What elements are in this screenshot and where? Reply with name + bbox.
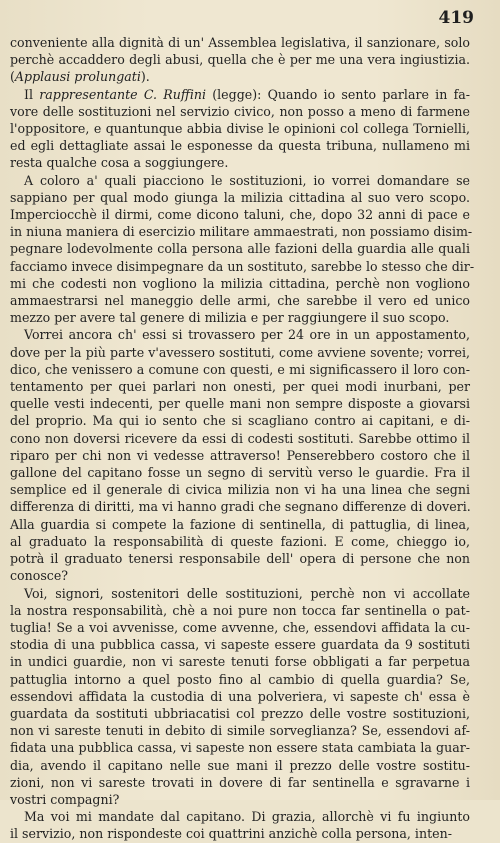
- text-line: resta qualche cosa a soggiungere.: [10, 155, 229, 171]
- text-line: conveniente alla dignità di un' Assemblea legislativa, il sanzionare, solo: [10, 35, 470, 50]
- body-text: [10, 34, 475, 843]
- text-line: mezzo per avere tal genere di milizia e per raggiungere il suo scopo.: [10, 310, 450, 326]
- text-line: differenza di diritti, ma vi hanno gradi che segnano differenze di doveri.: [10, 499, 471, 515]
- text-line: al graduato la responsabilità di queste fazioni. E come, chieggo io,: [10, 533, 470, 549]
- text-line: A coloro a' quali piacciono le sostituzioni, io vorrei domandare se: [24, 172, 470, 188]
- text-line: in undici guardie, non vi sareste tenuti forse obbligati a far perpetua: [10, 654, 470, 670]
- text-line: potrà il graduato tenersi responsabile dell' opera di persone che non: [10, 551, 470, 567]
- text-line: cono non doversi ricevere da essi di codesti sostituti. Sarebbe ottimo il: [10, 430, 470, 446]
- text-line: del proprio. Ma qui io sento che si scagliano contro ai capitani, e di-: [10, 413, 470, 429]
- text-line: Alla guardia si compete la fazione di sentinella, di pattuglia, di linea,: [10, 516, 470, 532]
- text-line: dia, avendo il capitano nelle sue mani il prezzo delle vostre sostitu-: [10, 757, 470, 773]
- paragraph: [10, 86, 470, 172]
- text-line: Ma voi mi mandate dal capitano. Di grazia, allorchè vi fu ingiunto: [24, 809, 470, 825]
- text-line: dico, che venissero a comune con questi, e mi significassero il loro con-: [10, 361, 470, 377]
- text-line: tuglia! Se a voi avvenisse, come avvenne, che, essendovi affidata la cu-: [10, 619, 470, 635]
- text-line: Imperciocchè il dirmi, come dicono taluni, che, dopo 32 anni di pace e: [10, 207, 470, 223]
- paragraph: [10, 172, 475, 327]
- text-line: pattuglia intorno a quel posto fino al cambio di quella guardia? Se,: [10, 671, 470, 687]
- paragraph: [10, 34, 470, 86]
- text-line: vore delle sostituzioni nel servizio civico, non posso a meno di farmene: [10, 103, 470, 119]
- text-line: non vi sareste tenuti in debito di simile sorveglianza? Se, essendovi af-: [10, 723, 470, 739]
- text-line: ammaestrarsi nel maneggio delle armi, che sarebbe il vero ed unico: [10, 293, 470, 309]
- text-line: mi che codesti non vogliono la milizia cittadina, perchè non vogliono: [10, 275, 470, 291]
- text-line: pegnare lodevolmente colla persona alle fazioni della guardia alle quali: [10, 241, 470, 257]
- text-line: l'oppositore, e quantunque abbia divise le opinioni col collega Tornielli,: [10, 121, 470, 137]
- text-line: essendovi affidata la custodia di una polveriera, vi sapeste ch' essa è: [10, 688, 470, 704]
- text-line: Vorrei ancora ch' essi si trovassero per 24 ore in un appostamento,: [24, 327, 470, 343]
- text-line: quelle vesti indecenti, per quelle mani non sempre disposte a giovarsi: [10, 396, 470, 412]
- text-line: dove per la più parte v'avessero sostituti, come avviene sovente; vorrei,: [10, 344, 470, 360]
- text-line: vostri compagni?: [10, 791, 120, 807]
- text-line: sappiano per qual modo giunga la milizia cittadina al suo vero scopo.: [10, 189, 470, 205]
- text-line: fidata una pubblica cassa, vi sapeste non essere stata cambiata la guar-: [10, 740, 470, 756]
- text-line: la nostra responsabilità, chè a noi pure non tocca far sentinella o pat-: [10, 602, 470, 618]
- text-line: stodia di una pubblica cassa, vi sapeste essere guardata da 9 sostituti: [10, 637, 470, 653]
- text-line: conosce?: [10, 568, 69, 584]
- text-line: semplice ed il generale di civica milizia non vi ha una linea che segni: [10, 482, 470, 498]
- text-line: tentamento per quei parlari non onesti, per quei modi inurbani, per: [10, 379, 470, 395]
- text-line: Il rappresentante C. Ruffini (legge): Quando io sento parlare in fa-: [24, 86, 470, 102]
- text-line: facciamo invece disimpegnare da un sostituto, sarebbe lo stesso che dir-: [10, 258, 475, 274]
- text-line: zioni, non vi sareste trovati in dovere di far sentinella e sgravarne i: [10, 774, 470, 790]
- paragraph: [10, 585, 470, 809]
- text-line: in niuna maniera di esercizio militare ammaestrati, non possiamo disim-: [10, 224, 473, 240]
- text-line: riparo per chi non vi vedesse attraverso! Penserebbero costoro che il: [10, 447, 470, 463]
- page-number: 419: [438, 8, 474, 28]
- text-line: (Applausi prolungati).: [10, 69, 150, 85]
- text-line: ed egli dettagliate assai le esponesse da questa tribuna, nullameno mi: [10, 138, 470, 154]
- paragraph: [10, 326, 470, 584]
- paragraph: [10, 808, 470, 842]
- text-line: guardata da sostituti ubbriacatisi col prezzo delle vostre sostituzioni,: [10, 705, 470, 721]
- text-line: gallone del capitano fosse un segno di servitù verso le guardie. Fra il: [10, 465, 470, 481]
- text-line: perchè accaddero degli abusi, quella che è per me una vera ingiustizia.: [10, 52, 470, 68]
- text-line: il servizio, non rispondeste coi quattrini anzichè colla persona, inten-: [10, 826, 452, 842]
- text-line: Voi, signori, sostenitori delle sostituzioni, perchè non vi accollate: [24, 585, 470, 601]
